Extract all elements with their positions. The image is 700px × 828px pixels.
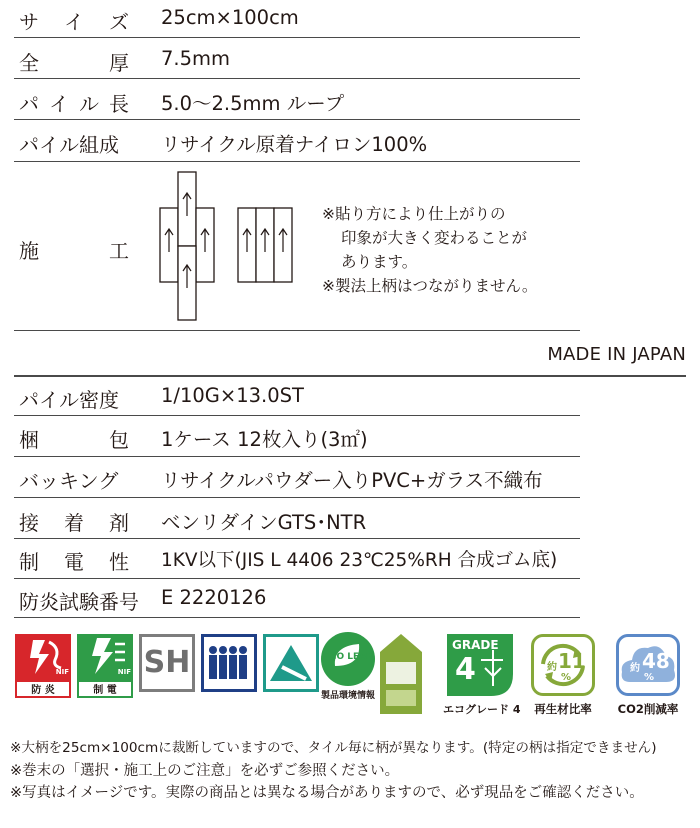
eco-leaf-label: ECO LEAF: [323, 652, 373, 662]
divider: [14, 415, 580, 417]
people-badge: [201, 634, 257, 692]
spec-label-installation: 施 工: [19, 239, 129, 263]
spec-label-backing: バッキング: [19, 469, 119, 493]
sh-badge: [139, 634, 195, 692]
people-icon: [204, 637, 254, 689]
spec-value-pile-composition: リサイクル原着ナイロン100%: [161, 133, 428, 156]
footer-notes: [10, 737, 657, 805]
spec-label-antistatic: 制 電 性: [19, 550, 129, 574]
spec-value-size: 25cm×100cm: [161, 6, 299, 29]
spec-row-pile-density: [14, 384, 580, 416]
eco-grade-badge: [443, 630, 521, 716]
divider: [14, 161, 580, 163]
footer-note: ※巻末の「選択・施工上のご注意」を必ずご参照ください。: [10, 762, 400, 779]
green-label-badge: [378, 632, 424, 716]
nif-label: NIF: [117, 668, 131, 676]
spec-label-packing: 梱 包: [19, 428, 129, 452]
grade-value: 4: [455, 652, 476, 687]
spec-label-adhesive: 接 着 剤: [19, 511, 129, 535]
eco-caption: 製品環境情報: [320, 691, 375, 701]
installation-notes: [322, 202, 537, 298]
nif-label: NIF: [55, 668, 69, 676]
spec-row-size: [14, 6, 580, 38]
divider: [14, 375, 686, 377]
house-label-icon: [378, 632, 424, 716]
spec-row-fire-test-number: [14, 586, 580, 618]
recycle-value: 11: [558, 649, 586, 673]
grade-title: GRADE: [452, 638, 499, 652]
divider: [14, 497, 580, 499]
footer-note: ※写真はイメージです。実際の商品とは異なる場合がありますので、必ず現品をご確認ください。: [10, 785, 644, 801]
divider: [14, 119, 580, 121]
spec-value-antistatic: 1KV以下(JIS L 4406 23℃25%RH 合成ゴム底): [161, 550, 558, 571]
recycle-prefix: 約: [547, 662, 557, 673]
fire-caption: 防 炎: [31, 685, 55, 696]
divider: [14, 37, 580, 39]
spec-label-thickness: 全 厚: [19, 51, 129, 75]
spec-value-pile-density: 1/10G×13.0ST: [161, 384, 304, 407]
made-in-label: MADE IN JAPAN: [547, 344, 686, 365]
teal-badge: [263, 634, 319, 692]
divider: [14, 617, 580, 619]
fire-retardant-badge: [15, 634, 71, 698]
spec-value-fire-test-number: E 2220126: [161, 586, 267, 609]
note-line: 印象が大きく変わることが: [341, 229, 528, 247]
grade-caption: エコグレード 4: [443, 703, 521, 716]
spec-row-adhesive: [14, 507, 580, 539]
spec-label-pile-length: パ イ ル 長: [19, 92, 129, 116]
note-line: あります。: [341, 253, 418, 271]
co2-reduction-badge: [610, 634, 686, 716]
spec-label-fire-test-number: 防炎試験番号: [19, 590, 139, 614]
antistatic-badge: [77, 634, 133, 698]
spec-row-pile-length: [14, 88, 580, 120]
note-line: ※貼り方により仕上がりの: [322, 205, 506, 223]
divider: [14, 578, 580, 580]
spec-row-pile-composition: [14, 129, 580, 162]
spec-label-size: サ イ ズ: [19, 10, 129, 34]
divider: [14, 538, 580, 540]
spec-value-packing: 1ケース 12枚入り(3㎡): [161, 428, 368, 451]
certification-badges: [10, 630, 690, 720]
divider: [14, 330, 580, 332]
spec-row-packing: [14, 424, 580, 457]
sh-label: SH: [143, 645, 191, 680]
spec-label-pile-density: パイル密度: [19, 388, 119, 412]
recycle-unit: %: [561, 672, 572, 683]
spec-row-thickness: [14, 47, 580, 79]
co2-caption: CO2削減率: [617, 702, 679, 716]
recycle-ratio-badge: [527, 634, 599, 716]
spec-value-pile-length: 5.0〜2.5mm ループ: [161, 92, 345, 115]
co2-value: 48: [642, 649, 670, 673]
footer-note: ※大柄を25cm×100cmに裁断していますので、タイル毎に柄が異なります。(特定の柄は指定できません): [10, 740, 657, 756]
spec-row-antistatic: [14, 546, 580, 579]
spec-value-adhesive: ベンリダインGTS･NTR: [161, 511, 367, 534]
divider: [14, 78, 580, 80]
triangle-icon: [266, 637, 316, 689]
divider: [14, 456, 580, 458]
static-caption: 制 電: [93, 685, 117, 696]
recycle-caption: 再生材比率: [534, 702, 592, 716]
co2-unit: %: [644, 672, 655, 683]
spec-row-backing: [14, 465, 580, 498]
spec-value-backing: リサイクルパウダー入りPVC+ガラス不織布: [161, 469, 543, 492]
note-line: ※製法上柄はつながりません。: [322, 277, 538, 295]
spec-label-pile-composition: パイル組成: [19, 133, 119, 157]
eco-leaf-badge: [315, 630, 381, 702]
co2-prefix: 約: [630, 663, 640, 674]
spec-value-thickness: 7.5mm: [161, 47, 231, 70]
installation-diagram: [156, 170, 296, 322]
